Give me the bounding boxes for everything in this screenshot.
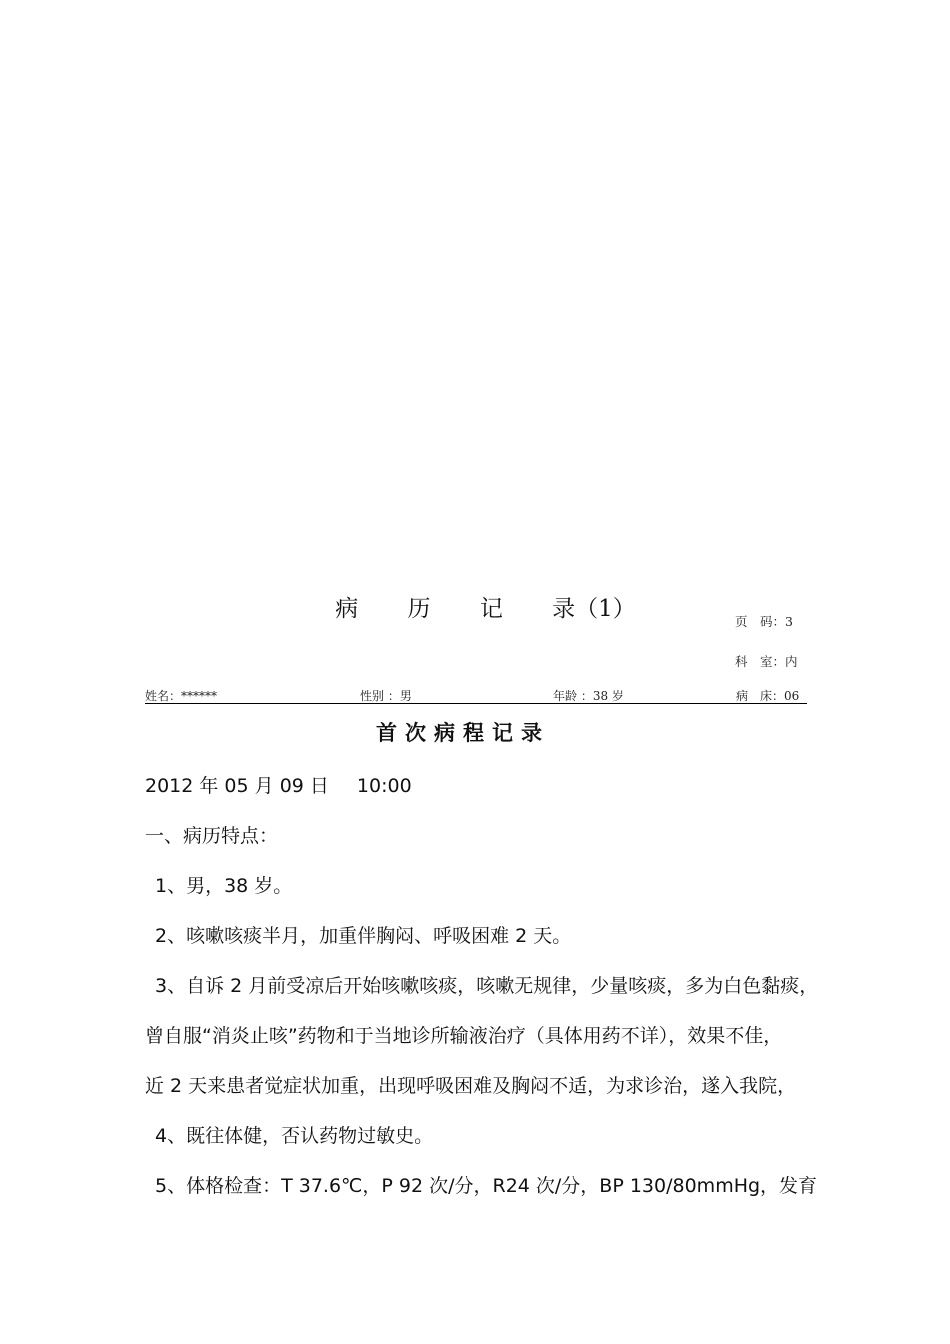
- page-number-value: 3: [785, 614, 793, 629]
- record-item: 2、咳嗽咳痰半月，加重伴胸闷、呼吸困难 2 天。: [155, 925, 572, 947]
- department-value: 内: [785, 654, 798, 669]
- document-title: [0, 590, 950, 623]
- record-datetime: [145, 771, 412, 798]
- record-heading: 一、病历特点：: [145, 825, 279, 847]
- section-title: 首次病程记录: [376, 721, 550, 745]
- record-time: 10:00: [356, 775, 412, 797]
- record-item-continuation: 曾自服“消炎止咳”药物和于当地诊所输液治疗（具体用药不详），效果不佳，: [145, 1025, 783, 1047]
- record-item-continuation: 近 2 天来患者觉症状加重，出现呼吸困难及胸闷不适，为求诊治，遂入我院，: [145, 1075, 797, 1097]
- patient-bed: 病 床：06: [736, 689, 800, 703]
- patient-name: 姓名：******: [145, 689, 218, 703]
- patient-info-row: [145, 689, 807, 704]
- record-item: 5、体格检查：T 37.6℃，P 92 次/分，R24 次/分，BP 130/80mmHg，发育: [155, 1175, 818, 1197]
- patient-age: 年龄 ：38 岁: [553, 689, 624, 703]
- patient-sex: 性别 ：男: [360, 689, 412, 703]
- record-date: 2012 年 05 月 09 日: [145, 775, 329, 797]
- department-label: 科 室：: [735, 654, 786, 669]
- title-char: 录: [552, 596, 576, 622]
- title-suffix: （1）: [575, 596, 636, 622]
- record-item: 1、男，38 岁。: [155, 875, 293, 897]
- title-char: 历: [407, 596, 431, 622]
- department: [735, 652, 798, 670]
- record-item: 4、既往体健，否认药物过敏史。: [155, 1125, 434, 1147]
- title-char: 病: [335, 596, 359, 622]
- title-char: 记: [479, 596, 503, 622]
- page-number: [735, 612, 793, 630]
- record-item: 3、自诉 2 月前受凉后开始咳嗽咳痰，咳嗽无规律，少量咳痰，多为白色黏痰，: [155, 975, 819, 997]
- page-number-label: 页 码：: [735, 614, 786, 629]
